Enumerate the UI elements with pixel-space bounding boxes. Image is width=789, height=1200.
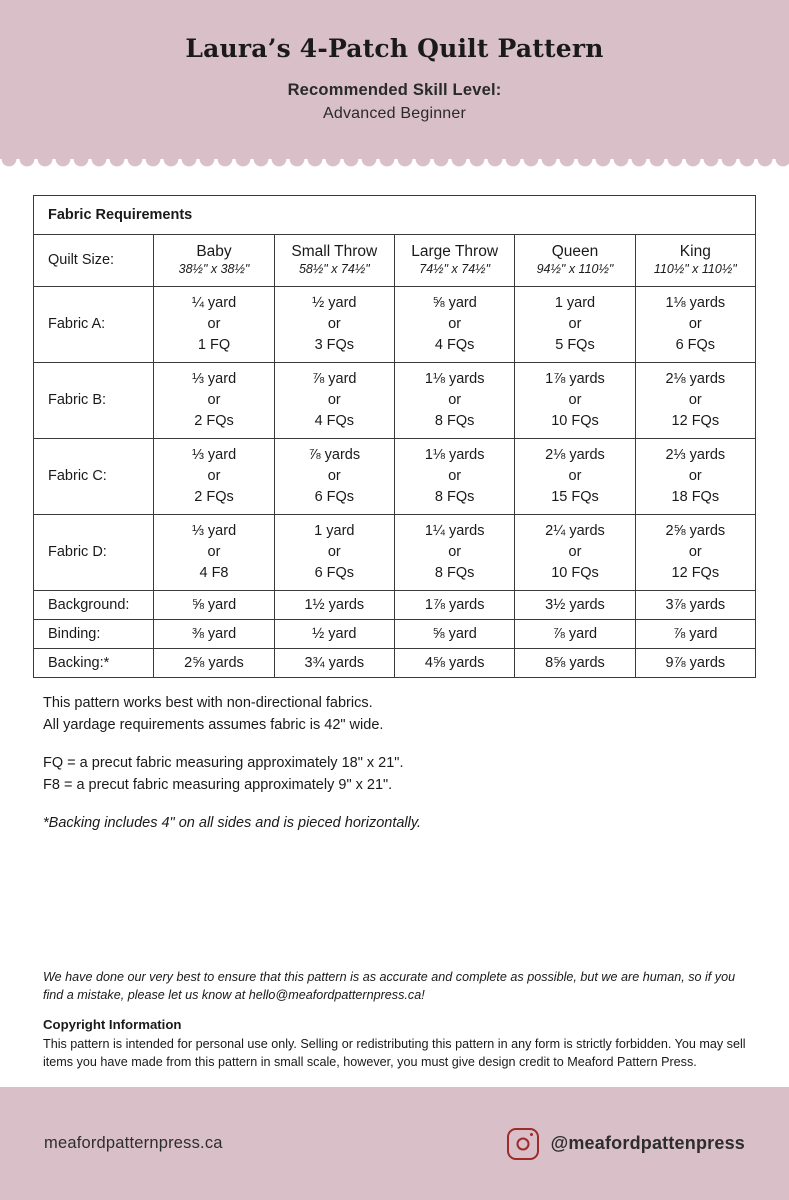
or-text: or bbox=[207, 467, 221, 484]
or-text: or bbox=[327, 391, 341, 408]
amount: 1⅛ yards bbox=[424, 446, 485, 463]
quilt-size-label: Quilt Size: bbox=[34, 235, 154, 287]
note-line-3: FQ = a precut fabric measuring approximately 18" x 21". bbox=[43, 754, 404, 771]
amount: ½ yard bbox=[312, 294, 357, 311]
size-name: Large Throw bbox=[411, 243, 499, 260]
amount: 1¼ yards bbox=[424, 522, 485, 539]
or-text: or bbox=[448, 543, 462, 560]
table-row bbox=[34, 286, 756, 362]
row-label-fabric-a: Fabric A: bbox=[34, 286, 154, 362]
table-title-row bbox=[34, 196, 756, 235]
instagram-icon[interactable] bbox=[507, 1128, 539, 1160]
size-dims: 58½" x 74½" bbox=[298, 262, 370, 277]
alt-amount: 2 FQs bbox=[194, 488, 234, 505]
amount: ⅓ yard bbox=[191, 522, 237, 539]
note-line-4: F8 = a precut fabric measuring approximately 9" x 21". bbox=[43, 777, 393, 794]
cell-fabric-a-king bbox=[635, 286, 755, 362]
row-label-fabric-b: Fabric B: bbox=[34, 362, 154, 438]
social-group[interactable] bbox=[507, 1128, 745, 1160]
amount: ⅝ yard bbox=[432, 294, 477, 311]
size-name: King bbox=[679, 243, 711, 260]
cell-background-king: 3⅞ yards bbox=[635, 590, 755, 619]
skill-level-value: Advanced Beginner bbox=[322, 105, 467, 122]
notes-spacer bbox=[43, 737, 756, 752]
cell-backing-small-throw: 3¾ yards bbox=[274, 648, 394, 677]
cell-fabric-c-baby bbox=[154, 438, 274, 514]
page-title: Laura’s 4-Patch Quilt Pattern bbox=[185, 34, 604, 63]
cell-binding-small-throw: ½ yard bbox=[274, 619, 394, 648]
legal-section bbox=[43, 968, 749, 1071]
instagram-handle[interactable]: @meafordpattenpress bbox=[550, 1133, 745, 1153]
cell-fabric-a-large-throw bbox=[394, 286, 514, 362]
or-text: or bbox=[688, 543, 702, 560]
cell-fabric-b-king bbox=[635, 362, 755, 438]
alt-amount: 10 FQs bbox=[551, 412, 599, 429]
amount: ⅞ yard bbox=[312, 370, 357, 387]
scalloped-divider bbox=[0, 159, 789, 177]
size-header-large-throw bbox=[394, 235, 514, 287]
cell-backing-baby: 2⅝ yards bbox=[154, 648, 274, 677]
table-header-row bbox=[34, 235, 756, 287]
cell-fabric-b-queen bbox=[515, 362, 635, 438]
alt-amount: 12 FQs bbox=[671, 412, 720, 429]
notes-spacer-2 bbox=[43, 797, 756, 812]
or-text: or bbox=[207, 315, 221, 332]
alt-amount: 6 FQs bbox=[314, 564, 355, 581]
amount: ⅞ yards bbox=[308, 446, 361, 463]
cell-fabric-c-king bbox=[635, 438, 755, 514]
row-label-binding: Binding: bbox=[34, 619, 154, 648]
alt-amount: 6 FQs bbox=[675, 336, 716, 353]
alt-amount: 2 FQs bbox=[194, 412, 234, 429]
or-text: or bbox=[688, 391, 702, 408]
alt-amount: 8 FQs bbox=[434, 564, 475, 581]
cell-binding-large-throw: ⅝ yard bbox=[394, 619, 514, 648]
amount: 1 yard bbox=[314, 522, 355, 539]
alt-amount: 15 FQs bbox=[551, 488, 599, 505]
website-link[interactable]: meafordpatternpress.ca bbox=[44, 1134, 223, 1152]
size-header-baby bbox=[154, 235, 274, 287]
note-line-1: This pattern works best with non-directional fabrics. bbox=[43, 694, 373, 711]
table-row bbox=[34, 438, 756, 514]
cell-backing-king: 9⅞ yards bbox=[635, 648, 755, 677]
alt-amount: 5 FQs bbox=[555, 336, 595, 353]
cell-fabric-d-king bbox=[635, 514, 755, 590]
row-label-fabric-d: Fabric D: bbox=[34, 514, 154, 590]
table-row bbox=[34, 590, 756, 619]
or-text: or bbox=[327, 467, 341, 484]
or-text: or bbox=[568, 467, 582, 484]
cell-background-baby: ⅝ yard bbox=[154, 590, 274, 619]
alt-amount: 8 FQs bbox=[434, 412, 475, 429]
or-text: or bbox=[688, 467, 702, 484]
alt-amount: 12 FQs bbox=[671, 564, 720, 581]
cell-fabric-a-small-throw bbox=[274, 286, 394, 362]
amount: 2⅛ yards bbox=[665, 370, 726, 387]
amount: ¼ yard bbox=[191, 294, 237, 311]
cell-background-queen: 3½ yards bbox=[515, 590, 635, 619]
size-header-king bbox=[635, 235, 755, 287]
cell-fabric-d-small-throw bbox=[274, 514, 394, 590]
skill-level-label: Recommended Skill Level: bbox=[287, 81, 502, 99]
or-text: or bbox=[448, 391, 462, 408]
cell-fabric-d-queen bbox=[515, 514, 635, 590]
cell-fabric-d-large-throw bbox=[394, 514, 514, 590]
fabric-requirements-table bbox=[33, 195, 756, 678]
or-text: or bbox=[327, 543, 341, 560]
size-dims: 110½" x 110½" bbox=[653, 262, 737, 277]
row-label-background: Background: bbox=[34, 590, 154, 619]
cell-background-small-throw: 1½ yards bbox=[274, 590, 394, 619]
alt-amount: 18 FQs bbox=[671, 488, 720, 505]
table-title: Fabric Requirements bbox=[34, 196, 756, 235]
size-dims: 38½" x 38½" bbox=[178, 262, 250, 277]
alt-amount: 6 FQs bbox=[314, 488, 355, 505]
cell-background-large-throw: 1⅞ yards bbox=[394, 590, 514, 619]
cell-fabric-b-small-throw bbox=[274, 362, 394, 438]
amount: 1 yard bbox=[554, 294, 596, 311]
amount: ⅓ yard bbox=[191, 446, 237, 463]
amount: ⅓ yard bbox=[191, 370, 237, 387]
row-label-fabric-c: Fabric C: bbox=[34, 438, 154, 514]
alt-amount: 3 FQs bbox=[314, 336, 355, 353]
alt-amount: 4 FQs bbox=[434, 336, 475, 353]
disclaimer-text: We have done our very best to ensure that this pattern is as accurate and complete as possible, but we are human, so if you find a mistake, please let us know at hello@meafordpatternpress.ca! bbox=[43, 970, 736, 1003]
cell-fabric-c-small-throw bbox=[274, 438, 394, 514]
size-dims: 94½" x 110½" bbox=[536, 262, 614, 277]
cell-binding-queen: ⅞ yard bbox=[515, 619, 635, 648]
alt-amount: 4 F8 bbox=[199, 564, 229, 581]
cell-fabric-b-large-throw bbox=[394, 362, 514, 438]
amount: 2⅛ yards bbox=[545, 446, 605, 463]
or-text: or bbox=[568, 315, 582, 332]
or-text: or bbox=[568, 543, 582, 560]
amount: 1⅛ yards bbox=[424, 370, 485, 387]
or-text: or bbox=[568, 391, 582, 408]
notes-section bbox=[0, 678, 789, 834]
table-row bbox=[34, 514, 756, 590]
note-line-2: All yardage requirements assumes fabric is 42" wide. bbox=[43, 717, 384, 734]
table-row bbox=[34, 362, 756, 438]
or-text: or bbox=[688, 315, 702, 332]
or-text: or bbox=[207, 391, 221, 408]
fabric-table-body bbox=[34, 196, 756, 678]
page-footer bbox=[0, 1087, 789, 1200]
alt-amount: 4 FQs bbox=[314, 412, 355, 429]
fabric-requirements-section bbox=[0, 177, 789, 678]
copyright-title: Copyright Information bbox=[43, 1016, 182, 1032]
cell-binding-baby: ⅜ yard bbox=[154, 619, 274, 648]
amount: 2⅓ yards bbox=[665, 446, 726, 463]
amount: 2⅝ yards bbox=[665, 522, 726, 539]
cell-fabric-a-queen bbox=[515, 286, 635, 362]
table-row bbox=[34, 648, 756, 677]
size-name: Baby bbox=[196, 243, 232, 260]
size-dims: 74½" x 74½" bbox=[419, 262, 491, 277]
cell-binding-king: ⅞ yard bbox=[635, 619, 755, 648]
alt-amount: 10 FQs bbox=[551, 564, 599, 581]
size-header-small-throw bbox=[274, 235, 394, 287]
or-text: or bbox=[448, 315, 462, 332]
note-backing-footnote: *Backing includes 4" on all sides and is pieced horizontally. bbox=[43, 814, 422, 831]
row-label-backing: Backing:* bbox=[34, 648, 154, 677]
or-text: or bbox=[207, 543, 221, 560]
size-name: Queen bbox=[551, 243, 599, 260]
cell-backing-large-throw: 4⅝ yards bbox=[394, 648, 514, 677]
page-header bbox=[0, 0, 789, 153]
cell-fabric-c-large-throw bbox=[394, 438, 514, 514]
cell-fabric-d-baby bbox=[154, 514, 274, 590]
amount: 1⅞ yards bbox=[545, 370, 605, 387]
size-header-queen bbox=[515, 235, 635, 287]
cell-backing-queen: 8⅝ yards bbox=[515, 648, 635, 677]
size-name: Small Throw bbox=[291, 243, 378, 260]
copyright-body: This pattern is intended for personal use only. Selling or redistributing this pattern in any form is strictly forbidden. You may sell items you have made from this pattern in small scale, however, you must give design credit to Meaford Pattern Press. bbox=[43, 1036, 746, 1069]
or-text: or bbox=[448, 467, 462, 484]
cell-fabric-a-baby bbox=[154, 286, 274, 362]
alt-amount: 1 FQ bbox=[197, 336, 231, 353]
cell-fabric-b-baby bbox=[154, 362, 274, 438]
or-text: or bbox=[327, 315, 341, 332]
table-row bbox=[34, 619, 756, 648]
cell-fabric-c-queen bbox=[515, 438, 635, 514]
amount: 1⅛ yards bbox=[665, 294, 726, 311]
amount: 2¼ yards bbox=[545, 522, 605, 539]
alt-amount: 8 FQs bbox=[434, 488, 475, 505]
